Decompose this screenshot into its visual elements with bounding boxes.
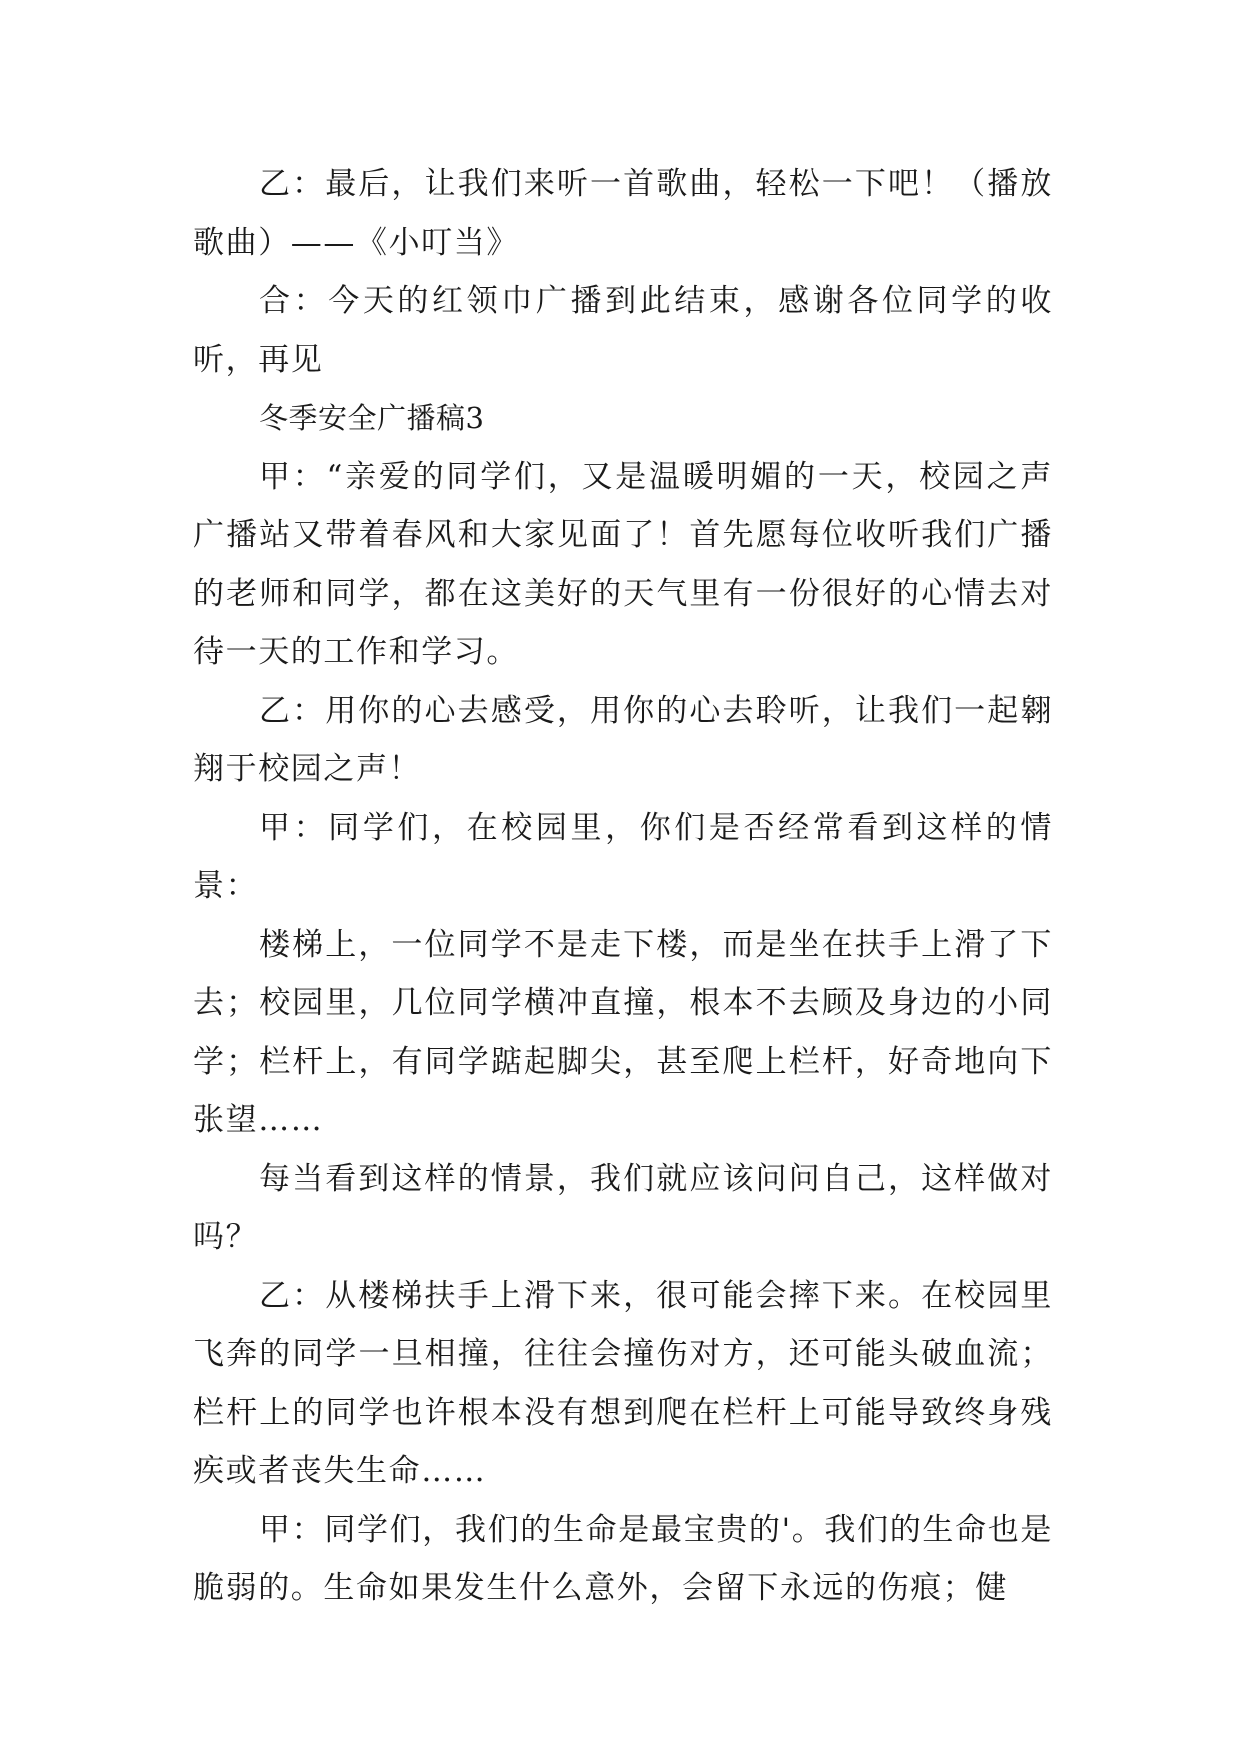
paragraph-closing-song: 乙：最后，让我们来听一首歌曲，轻松一下吧！（播放歌曲）——《小叮当》 (193, 166, 1053, 261)
paragraph-dangers: 乙：从楼梯扶手上滑下来，很可能会摔下来。在校园里飞奔的同学一旦相撞，往往会撞伤对方，还可能头破血流；栏杆上的同学也许根本没有想到爬在栏杆上可能导致终身残疾或者丧失生命…… (193, 1277, 1053, 1489)
document-page (193, 155, 1053, 1618)
paragraph-question: 甲：同学们，在校园里，你们是否经常看到这样的情景： (193, 809, 1053, 904)
paragraph-farewell: 合：今天的红领巾广播到此结束，感谢各位同学的收听，再见 (193, 283, 1053, 378)
section-title: 冬季安全广播稿3 (259, 401, 485, 435)
paragraph-reflection: 每当看到这样的情景，我们就应该问问自己，这样做对吗？ (193, 1160, 1053, 1255)
paragraph-opening: 甲：“亲爱的同学们，又是温暖明媚的一天，校园之声广播站又带着春风和大家见面了！首先愿每位收听我们广播的老师和同学，都在这美好的天气里有一份很好的心情去对待一天的工作和学习。 (193, 458, 1053, 670)
paragraph-scenes: 楼梯上，一位同学不是走下楼，而是坐在扶手上滑了下去；校园里，几位同学横冲直撞，根本不去顾及身边的小同学；栏杆上，有同学踮起脚尖，甚至爬上栏杆，好奇地向下张望…… (193, 926, 1053, 1138)
paragraph-life: 甲：同学们，我们的生命是最宝贵的'。我们的生命也是脆弱的。生命如果发生什么意外，会留下永远的伤痕；健 (193, 1511, 1053, 1606)
paragraph-listen: 乙：用你的心去感受，用你的心去聆听，让我们一起翱翔于校园之声！ (193, 692, 1053, 787)
